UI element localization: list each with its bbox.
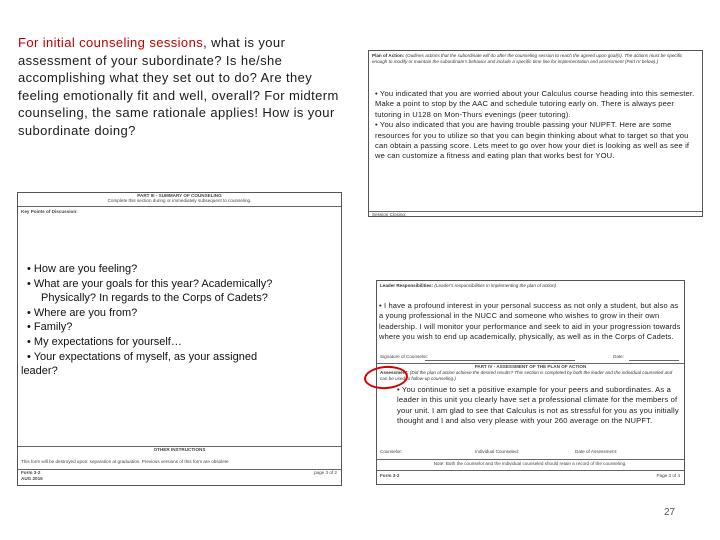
intro-paragraph <box>18 34 340 139</box>
list-item: • How are you feeling? <box>27 263 138 275</box>
session-closing-label: Session Closing: <box>372 212 407 217</box>
part3-subtitle: Complete this section during or immediately subsequent to counseling. <box>107 198 252 203</box>
plan-header-text: (Outlines actions that the subordinate will do after the counseling session to reach the agreed upon goal(s). The actions must be specific enough to modify or maintain the subordinate's behavior and include a specific time line for implementation and assessment (Part IV below).) <box>372 53 683 64</box>
part4-title: PART IV - ASSESSMENT OF THE PLAN OF ACTION <box>474 364 587 369</box>
discussion-list <box>21 262 339 379</box>
list-item: • Family? <box>27 321 73 334</box>
leader-form-id: Form 3-2 <box>380 473 400 478</box>
leader-resp-text: (Leader's responsibilities in implementing the plan of action) <box>434 283 557 288</box>
page-number: 27 <box>664 507 676 518</box>
list-item: • My expectations for yourself… <box>27 335 182 348</box>
other-instructions-title: OTHER INSTRUCTIONS <box>153 447 206 452</box>
signature-label: Signature of Counselor: <box>380 354 429 359</box>
list-item: • What are your goals for this year? Academically? <box>27 277 273 290</box>
other-instructions-text: This form will be destroyed upon: separation at graduation. Previous versions of this form are obsolete <box>21 459 229 464</box>
list-item: leader? <box>21 365 58 378</box>
plan-entry-nupft: • You also indicated that you are having trouble passing your NUPFT. Here are some resources for you to utilize so that you can begin thinking about what to target so that you can obtain a passing score. Lets meet to go over how your diet is looking as well as see if we can customize a fitness and eating plan that works best for YOU. <box>375 120 690 161</box>
retention-note: Note: Both the counselor and the individual counseled should retain a record of the counseling. <box>433 461 627 466</box>
leader-assessment-form <box>376 280 685 485</box>
assessment-label: Assessment: <box>380 370 409 375</box>
assessment-entry: • You continue to set a positive example for your peers and subordinates. As a leader in this unit you clearly have set a professional climate for the members of your unit. I am glad to see that Calculus is not as stressful for you as you initially thought and I and also very please with your 260 average on the NUPFT. <box>397 385 679 426</box>
leader-resp-label: Leader Responsibilities: <box>380 283 434 288</box>
plan-of-action-form <box>368 50 703 217</box>
summary-page-label: page 3 of 2 <box>314 470 337 475</box>
individual-label: Individual Counseled: <box>475 449 519 454</box>
list-item: Physically? In regards to the Corps of Cadets? <box>41 292 268 305</box>
key-points-label: Key Points of Discussion: <box>21 209 78 214</box>
leader-page-label: Page 3 of 4 <box>656 473 680 478</box>
intro-highlight: For initial counseling sessions <box>18 35 204 50</box>
assessment-text: (Did the plan of action achieve the desired results? This section is completed by both the leader and the individual counseled and can be used to follow-up counseling.) <box>380 370 673 381</box>
assessment-date-label: Date of Assessment: <box>575 449 618 454</box>
signature-date-label: Date: <box>613 354 624 359</box>
summary-form-date: AUG 2015 <box>21 476 43 481</box>
counselor-label: Counselor: <box>380 449 403 454</box>
list-item: • Where are you from? <box>27 306 138 319</box>
part3-title: PART III - SUMMARY OF COUNSELING <box>137 193 222 198</box>
intro-text: , what is your assessment of your subordinate? Is he/she accomplishing what they set out to do? Are they feeling emotionally fit and well, overall? For midterm counseling, the same rationale applies! How is your subordinate doing? <box>18 35 339 138</box>
plan-entry-calculus: • You indicated that you are worried about your Calculus course heading into this semester. Make a point to stop by the AAC and schedule tutoring early on. There is always peer tutoring in U128 on Mon-Thurs evenings (peer tutoring). <box>375 89 695 119</box>
plan-header-label: Plan of Action: <box>372 53 405 58</box>
summary-form-id: Form 3-2 <box>21 470 41 475</box>
leader-entry: • I have a profound interest in your personal success as not only a student, but also as a young professional in the NUCC and someone who wishes to grow in their own leadership. I will monitor your performance and seek to aid in your progression towards where you wish to end up academically, physically, as well as in the Corps of Cadets. <box>379 301 681 341</box>
list-item: • Your expectations of myself, as your assigned <box>27 350 258 363</box>
